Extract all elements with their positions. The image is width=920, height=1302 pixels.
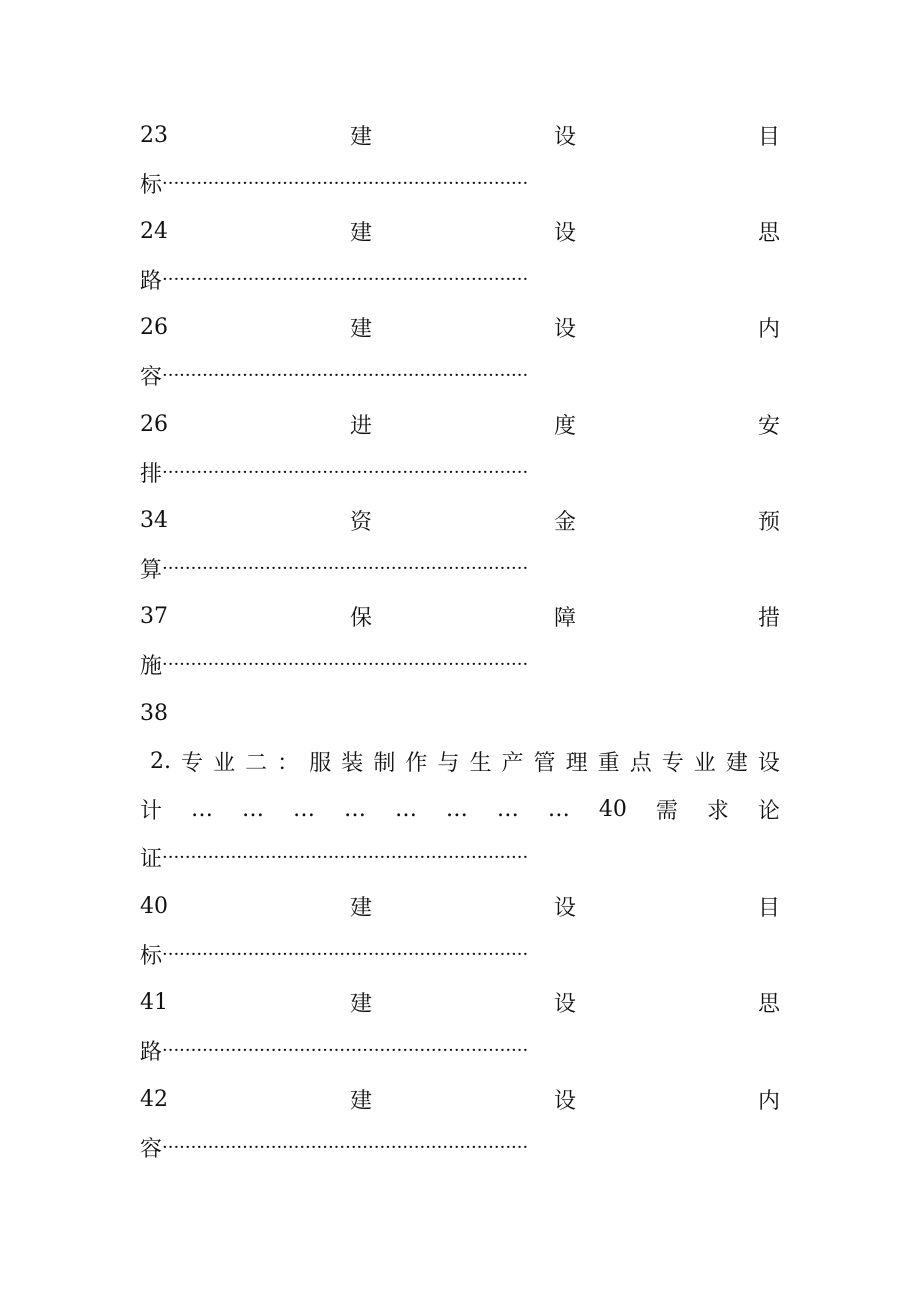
- ellipsis: …: [445, 796, 468, 822]
- entry-char: 内: [757, 1088, 780, 1114]
- heading-char: 理: [565, 750, 588, 776]
- entry-char: 设: [553, 895, 576, 921]
- heading-char: 产: [501, 750, 524, 776]
- page-number: 26: [140, 411, 168, 437]
- dot-leader: ································································: [162, 943, 529, 965]
- toc-leader-row: [140, 1034, 780, 1066]
- page-number: 23: [140, 122, 168, 148]
- entry-char: 目: [757, 124, 780, 150]
- heading-char: 业: [693, 750, 716, 776]
- entry-char: 预: [757, 509, 780, 535]
- entry-char: 目: [757, 895, 780, 921]
- entry-char: 障: [553, 605, 576, 631]
- entry-char: 设: [553, 220, 576, 246]
- heading-char: 服: [309, 750, 332, 776]
- entry-char: 设: [553, 316, 576, 342]
- toc-row: [140, 986, 780, 1018]
- heading-char: ：: [277, 750, 300, 776]
- toc-row: [140, 600, 780, 632]
- heading-char: 管: [533, 750, 556, 776]
- heading-char: 专: [661, 750, 684, 776]
- entry-char: 求: [706, 798, 729, 824]
- heading-char: 作: [405, 750, 428, 776]
- entry-char: 施: [140, 653, 163, 679]
- dot-leader: ································································: [162, 268, 529, 290]
- dot-leader: ································································: [162, 846, 529, 868]
- ellipsis: …: [343, 796, 366, 822]
- toc-leader-row: [140, 1131, 780, 1163]
- toc-row: [140, 1083, 780, 1115]
- toc-leader-row: [140, 841, 780, 873]
- entry-char: 思: [757, 220, 780, 246]
- entry-char: 设: [553, 991, 576, 1017]
- dot-leader: ································································: [162, 364, 529, 386]
- entry-char: 容: [140, 364, 163, 390]
- entry-char: 证: [140, 846, 163, 872]
- heading-char: 生: [469, 750, 492, 776]
- page-number: 34: [140, 507, 168, 533]
- heading-char: 二: [245, 750, 268, 776]
- ellipsis: …: [496, 796, 519, 822]
- entry-char: 建: [349, 316, 372, 342]
- toc-leader-row: [140, 648, 780, 680]
- entry-char: 思: [757, 991, 780, 1017]
- page-number: 26: [140, 314, 168, 340]
- entry-char: 建: [349, 220, 372, 246]
- entry-char: 度: [553, 413, 576, 439]
- page-number: 38: [140, 700, 168, 726]
- section-heading: [150, 745, 780, 777]
- heading-continuation: [140, 793, 780, 825]
- dot-leader: ································································: [162, 557, 529, 579]
- page-number: 37: [140, 603, 168, 629]
- toc-leader-row: [140, 167, 780, 199]
- entry-char: 路: [140, 1039, 163, 1065]
- entry-char: 计: [140, 798, 163, 824]
- toc-row: [140, 408, 780, 440]
- heading-char: 制: [373, 750, 396, 776]
- entry-char: 建: [349, 991, 372, 1017]
- entry-char: 建: [349, 1088, 372, 1114]
- entry-char: 路: [140, 268, 163, 294]
- page-number: 41: [140, 989, 168, 1015]
- dot-leader: ································································: [162, 653, 529, 675]
- entry-char: 进: [349, 413, 372, 439]
- ellipsis: …: [292, 796, 315, 822]
- entry-char: 容: [140, 1136, 163, 1162]
- heading-char: 重: [597, 750, 620, 776]
- page-number: 42: [140, 1086, 168, 1112]
- page-number: 40: [598, 796, 627, 822]
- dot-leader: ································································: [162, 1039, 529, 1061]
- heading-char: 设: [757, 750, 780, 776]
- toc-row: [140, 215, 780, 247]
- entry-char: 论: [757, 798, 780, 824]
- toc-leader-row: [140, 263, 780, 295]
- ellipsis: …: [394, 796, 417, 822]
- entry-char: 建: [349, 124, 372, 150]
- entry-char: 设: [553, 1088, 576, 1114]
- heading-char: 业: [213, 750, 236, 776]
- entry-char: 建: [349, 895, 372, 921]
- toc-row: [140, 697, 780, 729]
- toc-row: [140, 504, 780, 536]
- toc-leader-row: [140, 938, 780, 970]
- dot-leader: ································································: [162, 1136, 529, 1158]
- heading-char: 装: [341, 750, 364, 776]
- ellipsis: …: [241, 796, 264, 822]
- heading-char: 专: [181, 750, 204, 776]
- entry-char: 设: [553, 124, 576, 150]
- toc-row: [140, 311, 780, 343]
- entry-char: 措: [757, 605, 780, 631]
- entry-char: 安: [757, 413, 780, 439]
- dot-leader: ································································: [162, 461, 529, 483]
- entry-char: 需: [655, 798, 678, 824]
- entry-char: 排: [140, 461, 163, 487]
- ellipsis: …: [547, 796, 570, 822]
- entry-char: 标: [140, 172, 163, 198]
- toc-row: [140, 890, 780, 922]
- entry-char: 算: [140, 557, 163, 583]
- entry-char: 资: [349, 509, 372, 535]
- page-number: 24: [140, 218, 168, 244]
- heading-char: 与: [437, 750, 460, 776]
- entry-char: 保: [349, 605, 372, 631]
- toc-leader-row: [140, 456, 780, 488]
- heading-char: 2.: [150, 748, 171, 774]
- entry-char: 金: [553, 509, 576, 535]
- entry-char: 标: [140, 943, 163, 969]
- page-number: 40: [140, 893, 168, 919]
- heading-char: 点: [629, 750, 652, 776]
- toc-leader-row: [140, 552, 780, 584]
- entry-char: 内: [757, 316, 780, 342]
- dot-leader: ································································: [162, 172, 529, 194]
- ellipsis: …: [191, 796, 213, 822]
- heading-char: 建: [725, 750, 748, 776]
- toc-leader-row: [140, 359, 780, 391]
- toc-row: [140, 119, 780, 151]
